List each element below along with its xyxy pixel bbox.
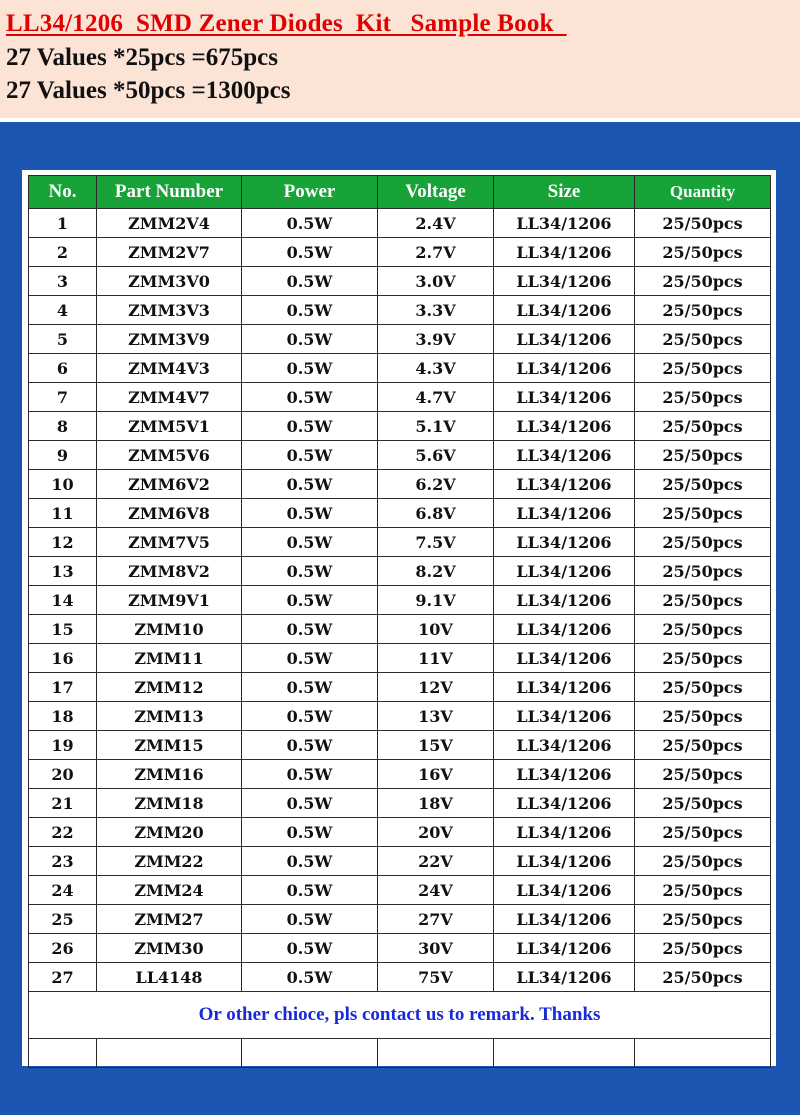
cell-no: 19: [29, 731, 97, 760]
table-row: [29, 586, 771, 615]
cell-no: 18: [29, 702, 97, 731]
cell-no: 15: [29, 615, 97, 644]
cell-power: 0.5W: [242, 238, 378, 267]
cell-no: 4: [29, 296, 97, 325]
cell-part-number: LL4148: [97, 963, 242, 992]
table-row: [29, 325, 771, 354]
cell-size: LL34/1206: [494, 238, 635, 267]
cell-part-number: ZMM3V0: [97, 267, 242, 296]
table-body: [29, 209, 771, 1068]
cell-power: 0.5W: [242, 789, 378, 818]
table-row: [29, 470, 771, 499]
cell-part-number: ZMM2V7: [97, 238, 242, 267]
cell-no: 26: [29, 934, 97, 963]
note-row: [29, 992, 771, 1039]
cell-no: 11: [29, 499, 97, 528]
kit-summary-50pcs: 27 Values *50pcs =1300pcs: [6, 77, 291, 104]
cell-part-number: ZMM15: [97, 731, 242, 760]
kit-summary-25pcs: 27 Values *25pcs =675pcs: [6, 44, 278, 71]
cell-quantity: 25/50pcs: [635, 818, 771, 847]
cell-power: 0.5W: [242, 673, 378, 702]
cell-no: 20: [29, 760, 97, 789]
cell-size: LL34/1206: [494, 702, 635, 731]
cell-no: 27: [29, 963, 97, 992]
cell-size: LL34/1206: [494, 760, 635, 789]
cell-power: 0.5W: [242, 267, 378, 296]
table-row: [29, 673, 771, 702]
cell-size: LL34/1206: [494, 905, 635, 934]
cell-size: LL34/1206: [494, 934, 635, 963]
cell-no: 10: [29, 470, 97, 499]
table-row: [29, 615, 771, 644]
cell-part-number: ZMM13: [97, 702, 242, 731]
cell-no: 17: [29, 673, 97, 702]
cell-part-number: ZMM5V6: [97, 441, 242, 470]
table-row: [29, 760, 771, 789]
cell-no: 5: [29, 325, 97, 354]
cell-part-number: ZMM30: [97, 934, 242, 963]
table-row: [29, 731, 771, 760]
cell-quantity: 25/50pcs: [635, 586, 771, 615]
cell-part-number: ZMM7V5: [97, 528, 242, 557]
cell-quantity: 25/50pcs: [635, 731, 771, 760]
cell-voltage: 20V: [378, 818, 494, 847]
cell-voltage: 9.1V: [378, 586, 494, 615]
table-row: [29, 847, 771, 876]
cell-power: 0.5W: [242, 557, 378, 586]
cell-no: 8: [29, 412, 97, 441]
cell-quantity: 25/50pcs: [635, 354, 771, 383]
cell-voltage: 16V: [378, 760, 494, 789]
cell-voltage: 75V: [378, 963, 494, 992]
cell-quantity: 25/50pcs: [635, 789, 771, 818]
cell-power: 0.5W: [242, 731, 378, 760]
cell-part-number: ZMM3V9: [97, 325, 242, 354]
page-title: LL34/1206 SMD Zener Diodes Kit Sample Book: [6, 10, 567, 37]
cell-voltage: 4.3V: [378, 354, 494, 383]
cell-power: 0.5W: [242, 383, 378, 412]
cell-quantity: 25/50pcs: [635, 673, 771, 702]
table-row: [29, 499, 771, 528]
cell-size: LL34/1206: [494, 586, 635, 615]
cell-size: LL34/1206: [494, 731, 635, 760]
cell-part-number: ZMM22: [97, 847, 242, 876]
cell-voltage: 2.7V: [378, 238, 494, 267]
cell-power: 0.5W: [242, 963, 378, 992]
cell-no: 12: [29, 528, 97, 557]
cell-voltage: 12V: [378, 673, 494, 702]
empty-row: [29, 1039, 771, 1068]
cell-voltage: 7.5V: [378, 528, 494, 557]
empty-cell: [97, 1039, 242, 1068]
cell-part-number: ZMM20: [97, 818, 242, 847]
cell-part-number: ZMM16: [97, 760, 242, 789]
cell-quantity: 25/50pcs: [635, 963, 771, 992]
empty-cell: [29, 1039, 97, 1068]
cell-part-number: ZMM11: [97, 644, 242, 673]
cell-part-number: ZMM4V3: [97, 354, 242, 383]
cell-quantity: 25/50pcs: [635, 470, 771, 499]
cell-part-number: ZMM5V1: [97, 412, 242, 441]
cell-size: LL34/1206: [494, 209, 635, 238]
cell-part-number: ZMM3V3: [97, 296, 242, 325]
cell-voltage: 3.3V: [378, 296, 494, 325]
table-row: [29, 934, 771, 963]
table-row: [29, 354, 771, 383]
cell-quantity: 25/50pcs: [635, 847, 771, 876]
cell-size: LL34/1206: [494, 847, 635, 876]
cell-power: 0.5W: [242, 470, 378, 499]
table-header-row: [29, 176, 771, 209]
table-row: [29, 441, 771, 470]
cell-voltage: 30V: [378, 934, 494, 963]
cell-quantity: 25/50pcs: [635, 296, 771, 325]
cell-part-number: ZMM12: [97, 673, 242, 702]
cell-power: 0.5W: [242, 325, 378, 354]
column-header-voltage: Voltage: [378, 176, 494, 209]
cell-power: 0.5W: [242, 615, 378, 644]
header-divider: [0, 118, 800, 122]
empty-cell: [378, 1039, 494, 1068]
table-row: [29, 702, 771, 731]
cell-size: LL34/1206: [494, 412, 635, 441]
table-row: [29, 905, 771, 934]
cell-size: LL34/1206: [494, 876, 635, 905]
table-row: [29, 557, 771, 586]
cell-power: 0.5W: [242, 934, 378, 963]
cell-quantity: 25/50pcs: [635, 905, 771, 934]
cell-size: LL34/1206: [494, 499, 635, 528]
cell-voltage: 13V: [378, 702, 494, 731]
table-row: [29, 818, 771, 847]
cell-power: 0.5W: [242, 586, 378, 615]
cell-power: 0.5W: [242, 702, 378, 731]
cell-power: 0.5W: [242, 441, 378, 470]
cell-quantity: 25/50pcs: [635, 267, 771, 296]
cell-voltage: 6.8V: [378, 499, 494, 528]
table-row: [29, 412, 771, 441]
cell-no: 16: [29, 644, 97, 673]
table-row: [29, 789, 771, 818]
cell-no: 13: [29, 557, 97, 586]
cell-size: LL34/1206: [494, 383, 635, 412]
cell-power: 0.5W: [242, 760, 378, 789]
cell-size: LL34/1206: [494, 296, 635, 325]
table-row: [29, 644, 771, 673]
table-row: [29, 876, 771, 905]
cell-power: 0.5W: [242, 412, 378, 441]
cell-voltage: 5.6V: [378, 441, 494, 470]
table-row: [29, 209, 771, 238]
cell-voltage: 22V: [378, 847, 494, 876]
cell-quantity: 25/50pcs: [635, 557, 771, 586]
cell-quantity: 25/50pcs: [635, 615, 771, 644]
cell-size: LL34/1206: [494, 441, 635, 470]
cell-part-number: ZMM9V1: [97, 586, 242, 615]
cell-no: 2: [29, 238, 97, 267]
table-row: [29, 238, 771, 267]
cell-voltage: 5.1V: [378, 412, 494, 441]
table-row: [29, 267, 771, 296]
cell-power: 0.5W: [242, 354, 378, 383]
cell-quantity: 25/50pcs: [635, 528, 771, 557]
cell-quantity: 25/50pcs: [635, 383, 771, 412]
column-header-size: Size: [494, 176, 635, 209]
empty-cell: [494, 1039, 635, 1068]
column-header-no: No.: [29, 176, 97, 209]
cell-voltage: 11V: [378, 644, 494, 673]
cell-size: LL34/1206: [494, 615, 635, 644]
header-banner: [0, 0, 800, 118]
cell-power: 0.5W: [242, 209, 378, 238]
cell-no: 9: [29, 441, 97, 470]
cell-voltage: 10V: [378, 615, 494, 644]
column-header-power: Power: [242, 176, 378, 209]
cell-size: LL34/1206: [494, 267, 635, 296]
cell-size: LL34/1206: [494, 325, 635, 354]
cell-no: 7: [29, 383, 97, 412]
cell-size: LL34/1206: [494, 818, 635, 847]
column-header-part-number: Part Number: [97, 176, 242, 209]
cell-part-number: ZMM8V2: [97, 557, 242, 586]
cell-size: LL34/1206: [494, 789, 635, 818]
cell-no: 14: [29, 586, 97, 615]
cell-voltage: 3.0V: [378, 267, 494, 296]
cell-power: 0.5W: [242, 876, 378, 905]
cell-size: LL34/1206: [494, 644, 635, 673]
cell-part-number: ZMM27: [97, 905, 242, 934]
cell-no: 1: [29, 209, 97, 238]
cell-quantity: 25/50pcs: [635, 760, 771, 789]
cell-voltage: 6.2V: [378, 470, 494, 499]
cell-power: 0.5W: [242, 644, 378, 673]
cell-no: 6: [29, 354, 97, 383]
cell-no: 23: [29, 847, 97, 876]
contact-note: Or other chioce, pls contact us to remark. Thanks: [29, 992, 771, 1039]
cell-quantity: 25/50pcs: [635, 412, 771, 441]
cell-quantity: 25/50pcs: [635, 934, 771, 963]
cell-quantity: 25/50pcs: [635, 499, 771, 528]
cell-part-number: ZMM10: [97, 615, 242, 644]
cell-no: 21: [29, 789, 97, 818]
cell-quantity: 25/50pcs: [635, 441, 771, 470]
cell-voltage: 27V: [378, 905, 494, 934]
cell-quantity: 25/50pcs: [635, 644, 771, 673]
table-row: [29, 528, 771, 557]
cell-voltage: 4.7V: [378, 383, 494, 412]
cell-part-number: ZMM6V2: [97, 470, 242, 499]
cell-quantity: 25/50pcs: [635, 238, 771, 267]
table-row: [29, 383, 771, 412]
cell-power: 0.5W: [242, 905, 378, 934]
cell-part-number: ZMM6V8: [97, 499, 242, 528]
zener-diode-table: [28, 175, 771, 1068]
column-header-quantity: Quantity: [635, 176, 771, 209]
empty-cell: [242, 1039, 378, 1068]
cell-size: LL34/1206: [494, 470, 635, 499]
cell-part-number: ZMM4V7: [97, 383, 242, 412]
cell-no: 3: [29, 267, 97, 296]
empty-cell: [635, 1039, 771, 1068]
cell-voltage: 18V: [378, 789, 494, 818]
cell-no: 22: [29, 818, 97, 847]
cell-size: LL34/1206: [494, 528, 635, 557]
cell-voltage: 2.4V: [378, 209, 494, 238]
cell-power: 0.5W: [242, 296, 378, 325]
cell-quantity: 25/50pcs: [635, 876, 771, 905]
cell-size: LL34/1206: [494, 557, 635, 586]
cell-no: 25: [29, 905, 97, 934]
cell-voltage: 3.9V: [378, 325, 494, 354]
cell-part-number: ZMM18: [97, 789, 242, 818]
cell-power: 0.5W: [242, 818, 378, 847]
cell-power: 0.5W: [242, 528, 378, 557]
cell-size: LL34/1206: [494, 673, 635, 702]
cell-part-number: ZMM2V4: [97, 209, 242, 238]
cell-size: LL34/1206: [494, 963, 635, 992]
table-row: [29, 963, 771, 992]
cell-quantity: 25/50pcs: [635, 209, 771, 238]
cell-quantity: 25/50pcs: [635, 325, 771, 354]
cell-voltage: 24V: [378, 876, 494, 905]
cell-power: 0.5W: [242, 499, 378, 528]
table-row: [29, 296, 771, 325]
cell-size: LL34/1206: [494, 354, 635, 383]
cell-voltage: 8.2V: [378, 557, 494, 586]
cell-voltage: 15V: [378, 731, 494, 760]
cell-quantity: 25/50pcs: [635, 702, 771, 731]
cell-no: 24: [29, 876, 97, 905]
cell-part-number: ZMM24: [97, 876, 242, 905]
cell-power: 0.5W: [242, 847, 378, 876]
